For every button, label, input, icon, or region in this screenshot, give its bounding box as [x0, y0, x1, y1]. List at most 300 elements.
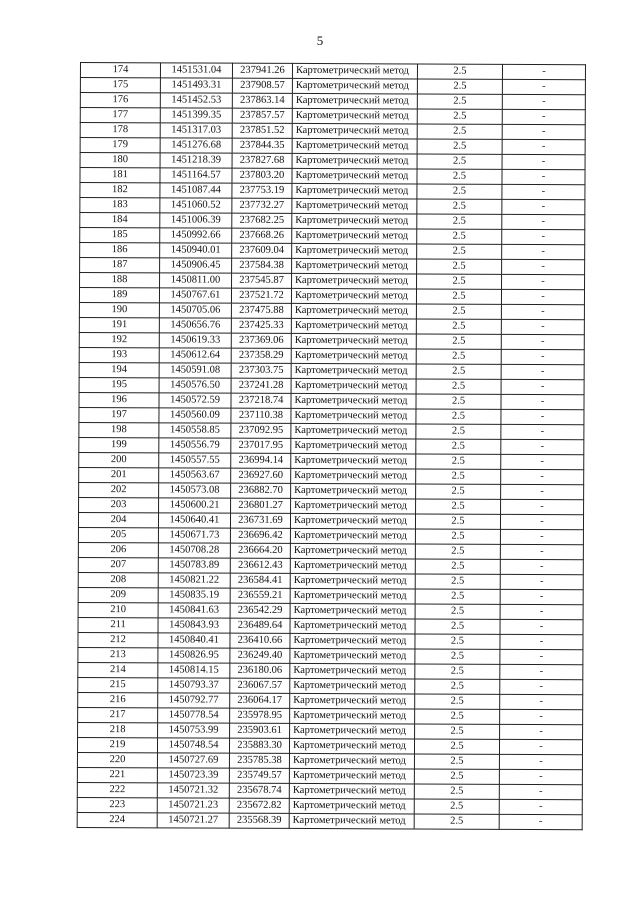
- y-coordinate-cell: 237844.35: [232, 138, 292, 153]
- accuracy-cell: 2.5: [416, 289, 501, 304]
- point-number-cell: 187: [80, 258, 160, 273]
- y-coordinate-cell: 235785.38: [229, 753, 289, 768]
- note-cell: -: [500, 529, 583, 544]
- accuracy-cell: 2.5: [417, 169, 502, 184]
- point-number-cell: 180: [80, 153, 160, 168]
- method-cell: Картометрический метод: [292, 168, 417, 184]
- method-cell: Картометрический метод: [291, 303, 416, 319]
- accuracy-cell: 2.5: [415, 724, 500, 739]
- point-number-cell: 184: [80, 213, 160, 228]
- method-cell: Картометрический метод: [290, 528, 415, 544]
- y-coordinate-cell: 237753.19: [232, 183, 292, 198]
- x-coordinate-cell: 1450573.08: [159, 483, 231, 498]
- x-coordinate-cell: 1450841.63: [158, 603, 230, 618]
- method-cell: Картометрический метод: [292, 93, 417, 109]
- point-number-cell: 194: [79, 362, 159, 377]
- x-coordinate-cell: 1450811.00: [160, 273, 232, 288]
- y-coordinate-cell: 236559.21: [230, 588, 290, 603]
- note-cell: -: [500, 514, 583, 529]
- y-coordinate-cell: 236064.17: [230, 693, 290, 708]
- x-coordinate-cell: 1450840.41: [158, 633, 230, 648]
- method-cell: Картометрический метод: [290, 663, 415, 679]
- note-cell: -: [501, 364, 584, 379]
- point-number-cell: 205: [78, 527, 158, 542]
- note-cell: -: [501, 394, 584, 409]
- method-cell: Картометрический метод: [291, 483, 416, 499]
- y-coordinate-cell: 236410.66: [230, 633, 290, 648]
- accuracy-cell: 2.5: [415, 529, 500, 544]
- method-cell: Картометрический метод: [290, 678, 415, 694]
- y-coordinate-cell: 237682.25: [232, 213, 292, 228]
- accuracy-cell: 2.5: [416, 499, 501, 514]
- method-cell: Картометрический метод: [291, 408, 416, 424]
- x-coordinate-cell: 1450708.28: [158, 543, 230, 558]
- point-number-cell: 191: [79, 317, 159, 332]
- method-cell: Картометрический метод: [291, 438, 416, 454]
- x-coordinate-cell: 1451006.39: [160, 213, 232, 228]
- note-cell: -: [500, 649, 583, 664]
- point-number-cell: 178: [80, 123, 160, 138]
- point-number-cell: 186: [80, 243, 160, 258]
- y-coordinate-cell: 236731.69: [230, 513, 290, 528]
- x-coordinate-cell: 1450821.22: [158, 573, 230, 588]
- accuracy-cell: 2.5: [415, 694, 500, 709]
- point-number-cell: 174: [80, 63, 160, 78]
- point-number-cell: 193: [79, 347, 159, 362]
- table-row: [77, 812, 582, 829]
- method-cell: Картометрический метод: [291, 333, 416, 349]
- x-coordinate-cell: 1451276.68: [160, 138, 232, 153]
- accuracy-cell: 2.5: [417, 94, 502, 109]
- note-cell: -: [501, 289, 584, 304]
- point-number-cell: 216: [78, 692, 158, 707]
- accuracy-cell: 2.5: [414, 784, 499, 799]
- x-coordinate-cell: 1450940.01: [160, 243, 232, 258]
- point-number-cell: 201: [79, 467, 159, 482]
- note-cell: -: [502, 124, 585, 139]
- method-cell: Картометрический метод: [291, 423, 416, 439]
- method-cell: Картометрический метод: [292, 153, 417, 169]
- y-coordinate-cell: 237584.38: [232, 258, 292, 273]
- accuracy-cell: 2.5: [416, 334, 501, 349]
- accuracy-cell: 2.5: [415, 619, 500, 634]
- point-number-cell: 218: [78, 722, 158, 737]
- accuracy-cell: 2.5: [416, 394, 501, 409]
- note-cell: -: [501, 454, 584, 469]
- y-coordinate-cell: 235978.95: [230, 708, 290, 723]
- y-coordinate-cell: 235568.39: [229, 813, 289, 828]
- x-coordinate-cell: 1451493.31: [160, 78, 232, 93]
- accuracy-cell: 2.5: [414, 769, 499, 784]
- note-cell: -: [502, 169, 585, 184]
- y-coordinate-cell: 237668.26: [232, 228, 292, 243]
- note-cell: -: [500, 619, 583, 634]
- y-coordinate-cell: 237545.87: [232, 273, 292, 288]
- accuracy-cell: 2.5: [416, 319, 501, 334]
- method-cell: Картометрический метод: [292, 183, 417, 199]
- accuracy-cell: 2.5: [417, 109, 502, 124]
- x-coordinate-cell: 1450640.41: [158, 513, 230, 528]
- accuracy-cell: 2.5: [416, 439, 501, 454]
- point-number-cell: 189: [79, 288, 159, 303]
- x-coordinate-cell: 1450723.39: [157, 768, 229, 783]
- x-coordinate-cell: 1450705.06: [159, 303, 231, 318]
- note-cell: -: [502, 79, 585, 94]
- point-number-cell: 217: [78, 707, 158, 722]
- accuracy-cell: 2.5: [416, 409, 501, 424]
- note-cell: -: [500, 724, 583, 739]
- accuracy-cell: 2.5: [415, 589, 500, 604]
- point-number-cell: 214: [78, 662, 158, 677]
- method-cell: Картометрический метод: [291, 348, 416, 364]
- note-cell: -: [501, 499, 584, 514]
- method-cell: Картометрический метод: [290, 543, 415, 559]
- point-number-cell: 197: [79, 407, 159, 422]
- note-cell: -: [501, 439, 584, 454]
- x-coordinate-cell: 1451531.04: [160, 63, 232, 78]
- method-cell: Картометрический метод: [290, 558, 415, 574]
- x-coordinate-cell: 1451087.44: [160, 183, 232, 198]
- x-coordinate-cell: 1451060.52: [160, 198, 232, 213]
- accuracy-cell: 2.5: [417, 244, 502, 259]
- note-cell: -: [501, 409, 584, 424]
- point-number-cell: 196: [79, 392, 159, 407]
- accuracy-cell: 2.5: [414, 814, 499, 829]
- method-cell: Картометрический метод: [292, 273, 417, 289]
- y-coordinate-cell: 236612.43: [230, 558, 290, 573]
- point-number-cell: 179: [80, 138, 160, 153]
- x-coordinate-cell: 1450767.61: [159, 288, 231, 303]
- y-coordinate-cell: 237369.06: [231, 333, 291, 348]
- note-cell: -: [502, 139, 585, 154]
- x-coordinate-cell: 1451164.57: [160, 168, 232, 183]
- note-cell: -: [500, 634, 583, 649]
- accuracy-cell: 2.5: [415, 634, 500, 649]
- note-cell: -: [502, 244, 585, 259]
- accuracy-cell: 2.5: [417, 124, 502, 139]
- point-number-cell: 223: [77, 797, 157, 812]
- method-cell: Картометрический метод: [292, 258, 417, 274]
- accuracy-cell: 2.5: [417, 64, 502, 79]
- y-coordinate-cell: 236882.70: [231, 483, 291, 498]
- y-coordinate-cell: 237110.38: [231, 408, 291, 423]
- y-coordinate-cell: 235749.57: [229, 768, 289, 783]
- point-number-cell: 199: [79, 437, 159, 452]
- accuracy-cell: 2.5: [415, 649, 500, 664]
- note-cell: -: [501, 469, 584, 484]
- note-cell: -: [502, 229, 585, 244]
- accuracy-cell: 2.5: [415, 559, 500, 574]
- accuracy-cell: 2.5: [415, 514, 500, 529]
- point-number-cell: 203: [79, 497, 159, 512]
- note-cell: -: [501, 319, 584, 334]
- note-cell: -: [502, 94, 585, 109]
- accuracy-cell: 2.5: [414, 799, 499, 814]
- y-coordinate-cell: 237092.95: [231, 423, 291, 438]
- accuracy-cell: 2.5: [416, 484, 501, 499]
- method-cell: Картометрический метод: [292, 78, 417, 94]
- x-coordinate-cell: 1450591.08: [159, 363, 231, 378]
- note-cell: -: [500, 679, 583, 694]
- accuracy-cell: 2.5: [416, 469, 501, 484]
- method-cell: Картометрический метод: [292, 123, 417, 139]
- accuracy-cell: 2.5: [416, 364, 501, 379]
- note-cell: -: [499, 754, 582, 769]
- accuracy-cell: 2.5: [416, 304, 501, 319]
- y-coordinate-cell: 236927.60: [231, 468, 291, 483]
- point-number-cell: 175: [80, 78, 160, 93]
- y-coordinate-cell: 237827.68: [232, 153, 292, 168]
- note-cell: -: [500, 589, 583, 604]
- y-coordinate-cell: 237017.95: [231, 438, 291, 453]
- point-number-cell: 221: [77, 767, 157, 782]
- accuracy-cell: 2.5: [416, 454, 501, 469]
- accuracy-cell: 2.5: [416, 424, 501, 439]
- point-number-cell: 195: [79, 377, 159, 392]
- x-coordinate-cell: 1451317.03: [160, 123, 232, 138]
- x-coordinate-cell: 1450558.85: [159, 423, 231, 438]
- point-number-cell: 176: [80, 93, 160, 108]
- y-coordinate-cell: 237908.57: [232, 78, 292, 93]
- accuracy-cell: 2.5: [417, 214, 502, 229]
- y-coordinate-cell: 236489.64: [230, 618, 290, 633]
- note-cell: -: [502, 259, 585, 274]
- point-number-cell: 200: [79, 452, 159, 467]
- y-coordinate-cell: 237851.52: [232, 123, 292, 138]
- point-number-cell: 181: [80, 168, 160, 183]
- note-cell: -: [499, 814, 582, 829]
- accuracy-cell: 2.5: [417, 229, 502, 244]
- x-coordinate-cell: 1450671.73: [158, 528, 230, 543]
- point-number-cell: 198: [79, 422, 159, 437]
- note-cell: -: [500, 559, 583, 574]
- y-coordinate-cell: 237863.14: [232, 93, 292, 108]
- point-number-cell: 219: [77, 737, 157, 752]
- accuracy-cell: 2.5: [415, 574, 500, 589]
- method-cell: Картометрический метод: [290, 708, 415, 724]
- note-cell: -: [500, 694, 583, 709]
- x-coordinate-cell: 1450721.32: [157, 783, 229, 798]
- accuracy-cell: 2.5: [417, 139, 502, 154]
- y-coordinate-cell: 237358.29: [231, 348, 291, 363]
- method-cell: Картометрический метод: [289, 753, 414, 769]
- x-coordinate-cell: 1450753.99: [158, 723, 230, 738]
- y-coordinate-cell: 236664.20: [230, 543, 290, 558]
- y-coordinate-cell: 237218.74: [231, 393, 291, 408]
- x-coordinate-cell: 1450727.69: [157, 753, 229, 768]
- x-coordinate-cell: 1450826.95: [158, 648, 230, 663]
- coordinates-table: [77, 62, 586, 830]
- note-cell: -: [501, 349, 584, 364]
- method-cell: Картометрический метод: [292, 243, 417, 259]
- x-coordinate-cell: 1450563.67: [159, 468, 231, 483]
- method-cell: Картометрический метод: [290, 693, 415, 709]
- y-coordinate-cell: 237609.04: [232, 243, 292, 258]
- point-number-cell: 210: [78, 602, 158, 617]
- method-cell: Картометрический метод: [289, 783, 414, 799]
- note-cell: -: [502, 184, 585, 199]
- y-coordinate-cell: 237732.27: [232, 198, 292, 213]
- y-coordinate-cell: 236696.42: [230, 528, 290, 543]
- point-number-cell: 185: [80, 228, 160, 243]
- method-cell: Картометрический метод: [290, 633, 415, 649]
- accuracy-cell: 2.5: [414, 754, 499, 769]
- point-number-cell: 204: [78, 512, 158, 527]
- method-cell: Картометрический метод: [290, 723, 415, 739]
- method-cell: Картометрический метод: [289, 768, 414, 784]
- x-coordinate-cell: 1450748.54: [157, 738, 229, 753]
- point-number-cell: 211: [78, 617, 158, 632]
- note-cell: -: [500, 664, 583, 679]
- method-cell: Картометрический метод: [291, 288, 416, 304]
- method-cell: Картометрический метод: [291, 453, 416, 469]
- method-cell: Картометрический метод: [289, 813, 414, 829]
- method-cell: Картометрический метод: [292, 213, 417, 229]
- x-coordinate-cell: 1450721.27: [157, 813, 229, 828]
- x-coordinate-cell: 1450835.19: [158, 588, 230, 603]
- method-cell: Картометрический метод: [291, 318, 416, 334]
- note-cell: -: [500, 544, 583, 559]
- point-number-cell: 190: [79, 302, 159, 317]
- y-coordinate-cell: 237425.33: [231, 318, 291, 333]
- accuracy-cell: 2.5: [416, 349, 501, 364]
- note-cell: -: [501, 424, 584, 439]
- x-coordinate-cell: 1450556.79: [159, 438, 231, 453]
- method-cell: Картометрический метод: [291, 498, 416, 514]
- method-cell: Картометрический метод: [290, 588, 415, 604]
- note-cell: -: [499, 739, 582, 754]
- y-coordinate-cell: 237241.28: [231, 378, 291, 393]
- accuracy-cell: 2.5: [417, 274, 502, 289]
- x-coordinate-cell: 1450619.33: [159, 333, 231, 348]
- method-cell: Картометрический метод: [291, 468, 416, 484]
- y-coordinate-cell: 236994.14: [231, 453, 291, 468]
- y-coordinate-cell: 237803.20: [232, 168, 292, 183]
- x-coordinate-cell: 1450992.66: [160, 228, 232, 243]
- method-cell: Картометрический метод: [292, 138, 417, 154]
- point-number-cell: 192: [79, 332, 159, 347]
- y-coordinate-cell: 235672.82: [229, 798, 289, 813]
- y-coordinate-cell: 236180.06: [230, 663, 290, 678]
- note-cell: -: [501, 379, 584, 394]
- method-cell: Картометрический метод: [290, 603, 415, 619]
- y-coordinate-cell: 237857.57: [232, 108, 292, 123]
- accuracy-cell: 2.5: [417, 199, 502, 214]
- x-coordinate-cell: 1450793.37: [158, 678, 230, 693]
- x-coordinate-cell: 1450906.45: [160, 258, 232, 273]
- accuracy-cell: 2.5: [415, 544, 500, 559]
- method-cell: Картометрический метод: [292, 108, 417, 124]
- note-cell: -: [502, 274, 585, 289]
- y-coordinate-cell: 237521.72: [231, 288, 291, 303]
- x-coordinate-cell: 1451452.53: [160, 93, 232, 108]
- point-number-cell: 177: [80, 108, 160, 123]
- note-cell: -: [499, 799, 582, 814]
- y-coordinate-cell: 235903.61: [230, 723, 290, 738]
- note-cell: -: [502, 214, 585, 229]
- y-coordinate-cell: 235678.74: [229, 783, 289, 798]
- accuracy-cell: 2.5: [417, 259, 502, 274]
- y-coordinate-cell: 236542.29: [230, 603, 290, 618]
- note-cell: -: [501, 334, 584, 349]
- x-coordinate-cell: 1450778.54: [158, 708, 230, 723]
- method-cell: Картометрический метод: [290, 618, 415, 634]
- point-number-cell: 215: [78, 677, 158, 692]
- point-number-cell: 212: [78, 632, 158, 647]
- y-coordinate-cell: 237475.88: [231, 303, 291, 318]
- method-cell: Картометрический метод: [290, 513, 415, 529]
- note-cell: -: [500, 604, 583, 619]
- point-number-cell: 224: [77, 812, 157, 827]
- point-number-cell: 206: [78, 542, 158, 557]
- method-cell: Картометрический метод: [289, 738, 414, 754]
- y-coordinate-cell: 236249.40: [230, 648, 290, 663]
- note-cell: -: [501, 304, 584, 319]
- point-number-cell: 209: [78, 587, 158, 602]
- x-coordinate-cell: 1450560.09: [159, 408, 231, 423]
- method-cell: Картометрический метод: [292, 228, 417, 244]
- accuracy-cell: 2.5: [415, 679, 500, 694]
- y-coordinate-cell: 235883.30: [229, 738, 289, 753]
- method-cell: Картометрический метод: [290, 573, 415, 589]
- accuracy-cell: 2.5: [417, 184, 502, 199]
- method-cell: Картометрический метод: [290, 648, 415, 664]
- note-cell: -: [499, 769, 582, 784]
- page-number: 5: [316, 33, 324, 48]
- point-number-cell: 202: [79, 482, 159, 497]
- note-cell: -: [500, 709, 583, 724]
- accuracy-cell: 2.5: [414, 739, 499, 754]
- x-coordinate-cell: 1450612.64: [159, 348, 231, 363]
- note-cell: -: [502, 109, 585, 124]
- method-cell: Картометрический метод: [291, 378, 416, 394]
- point-number-cell: 188: [80, 273, 160, 288]
- x-coordinate-cell: 1451399.35: [160, 108, 232, 123]
- y-coordinate-cell: 236801.27: [231, 498, 291, 513]
- accuracy-cell: 2.5: [415, 604, 500, 619]
- note-cell: -: [499, 784, 582, 799]
- method-cell: Картометрический метод: [289, 798, 414, 814]
- accuracy-cell: 2.5: [415, 664, 500, 679]
- method-cell: Картометрический метод: [291, 393, 416, 409]
- x-coordinate-cell: 1450576.50: [159, 378, 231, 393]
- x-coordinate-cell: 1450721.23: [157, 798, 229, 813]
- accuracy-cell: 2.5: [417, 79, 502, 94]
- accuracy-cell: 2.5: [417, 154, 502, 169]
- point-number-cell: 183: [80, 198, 160, 213]
- note-cell: -: [502, 154, 585, 169]
- point-number-cell: 213: [78, 647, 158, 662]
- x-coordinate-cell: 1451218.39: [160, 153, 232, 168]
- method-cell: Картометрический метод: [292, 198, 417, 214]
- x-coordinate-cell: 1450572.59: [159, 393, 231, 408]
- y-coordinate-cell: 237303.75: [231, 363, 291, 378]
- x-coordinate-cell: 1450843.93: [158, 618, 230, 633]
- x-coordinate-cell: 1450656.76: [159, 318, 231, 333]
- method-cell: Картометрический метод: [291, 363, 416, 379]
- x-coordinate-cell: 1450600.21: [159, 498, 231, 513]
- note-cell: -: [501, 484, 584, 499]
- point-number-cell: 220: [77, 752, 157, 767]
- note-cell: -: [502, 64, 585, 79]
- x-coordinate-cell: 1450557.55: [159, 453, 231, 468]
- note-cell: -: [502, 199, 585, 214]
- point-number-cell: 208: [78, 572, 158, 587]
- method-cell: Картометрический метод: [292, 63, 417, 79]
- y-coordinate-cell: 236584.41: [230, 573, 290, 588]
- coordinates-table-body: [77, 63, 585, 830]
- point-number-cell: 222: [77, 782, 157, 797]
